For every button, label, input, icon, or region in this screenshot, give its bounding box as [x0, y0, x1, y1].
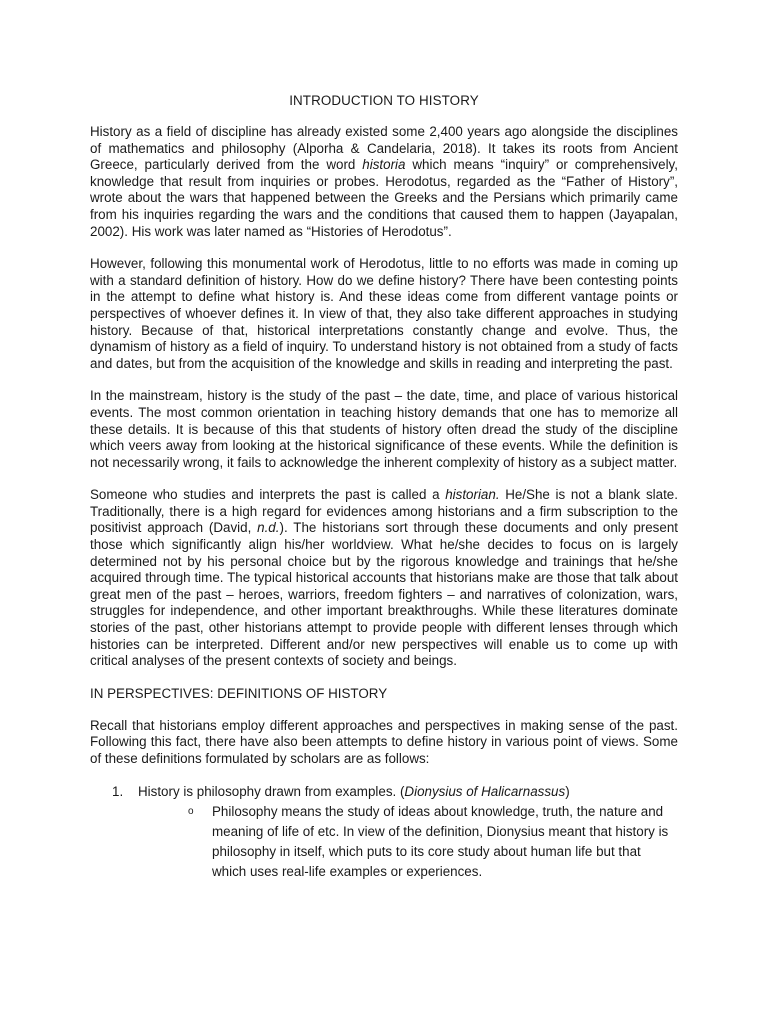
p4-term-nd: n.d. — [257, 520, 280, 536]
document-page — [90, 93, 678, 882]
paragraph-approaches: Recall that historians employ different approaches and perspectives in making sense of the past. Following this fact, there have also been attempts to define history in various point of views. Some of these definitions formulated by scholars are as follows: — [90, 717, 678, 766]
definitions-list — [90, 784, 678, 883]
definition-line — [138, 784, 678, 801]
p4-text-c: ). The historians sort through these documents and only present those which significantly align his/her worldview. What he/she decides to focus on is largely determined not by his personal choice but by the rigorous knowledge and trainings that he/she acquired through time. The typical historical accounts that historians make are those that talk about great men of the past – heroes, warriors, freedom fighters – and narratives of colonization, wars, struggles for independence, and other important breakthroughs. While these literatures dominate stories of the past, other historians attempt to provide people with different lenses through which histories can be interpreted. Different and/or new perspectives will enable us to come up with critical analyses of the present contexts of society and beings. — [90, 520, 678, 669]
definition-author: Dionysius of Halicarnassus — [404, 783, 566, 799]
document-title: INTRODUCTION TO HISTORY — [289, 93, 479, 108]
p4-term-historian: historian. — [445, 487, 500, 503]
p4-text-a: Someone who studies and interprets the past is called a — [90, 487, 446, 503]
definition-number: 1. — [112, 783, 124, 799]
paragraph-origins — [90, 124, 678, 240]
definition-explanation-item — [120, 802, 678, 882]
p1-term-historia: historia — [362, 157, 406, 173]
paragraph-mainstream: In the mainstream, history is the study of the past – the date, time, and place of various historical events. The most common orientation in teaching history demands that one has to memorize all these details. It is because of this that students of history often dread the study of the discipline which veers away from looking at the historical significance of these events. While the definition is not necessarily wrong, it fails to acknowledge the inherent complexity of history as a subject matter. — [90, 388, 678, 470]
paragraph-historian — [90, 487, 678, 670]
definition-item — [90, 784, 678, 883]
hollow-bullet-icon: o — [188, 806, 194, 818]
definition-sublist — [120, 802, 678, 882]
p1-text-a: History as a field of discipline has already existed some 2,400 years ago alongside the disciplines of mathematics and philosophy (Alporha & Candelaria, 2018). It takes its roots from Ancient Greece, particularly derived from the word — [90, 124, 678, 173]
definition-text: History is philosophy drawn from examples. ( — [138, 783, 405, 799]
paragraph-definition-debate: However, following this monumental work of Herodotus, little to no efforts was made in coming up with a standard definition of history. How do we define history? There have been contesting points in the attempt to define what history is. And these ideas come from different vantage points or perspectives of whoever defines it. In view of that, they also take different approaches in studying history. Because of that, historical interpretations constantly change and evolve. Thus, the dynamism of history as a field of inquiry. To understand history is not obtained from a study of facts and dates, but from the acquisition of the knowledge and skills in reading and interpreting the past. — [90, 256, 678, 371]
p4-text-b: He/She is not a blank slate. Traditionally, there is a high regard for evidences among historians and a firm subscription to the positivist approach (David, — [90, 487, 678, 536]
p1-text-b: which means “inquiry” or comprehensively, knowledge that result from inquiries or probes. Herodotus, regarded as the “Father of History”, wrote about the wars that happened between the Greeks and the Persians which primarily came from his inquiries regarding the wars and the conditions that caused them to happen (Jayapalan, 2002). His work was later named as “Histories of Herodotus”. — [90, 157, 678, 239]
definition-explanation: Philosophy means the study of ideas about knowledge, truth, the nature and meaning of life of etc. In view of the definition, Dionysius meant that history is philosophy in itself, which puts to its core study about human life but that which uses real-life examples or experiences. — [212, 804, 669, 880]
definition-close: ) — [565, 783, 570, 799]
section-heading: IN PERSPECTIVES: DEFINITIONS OF HISTORY — [90, 685, 388, 701]
